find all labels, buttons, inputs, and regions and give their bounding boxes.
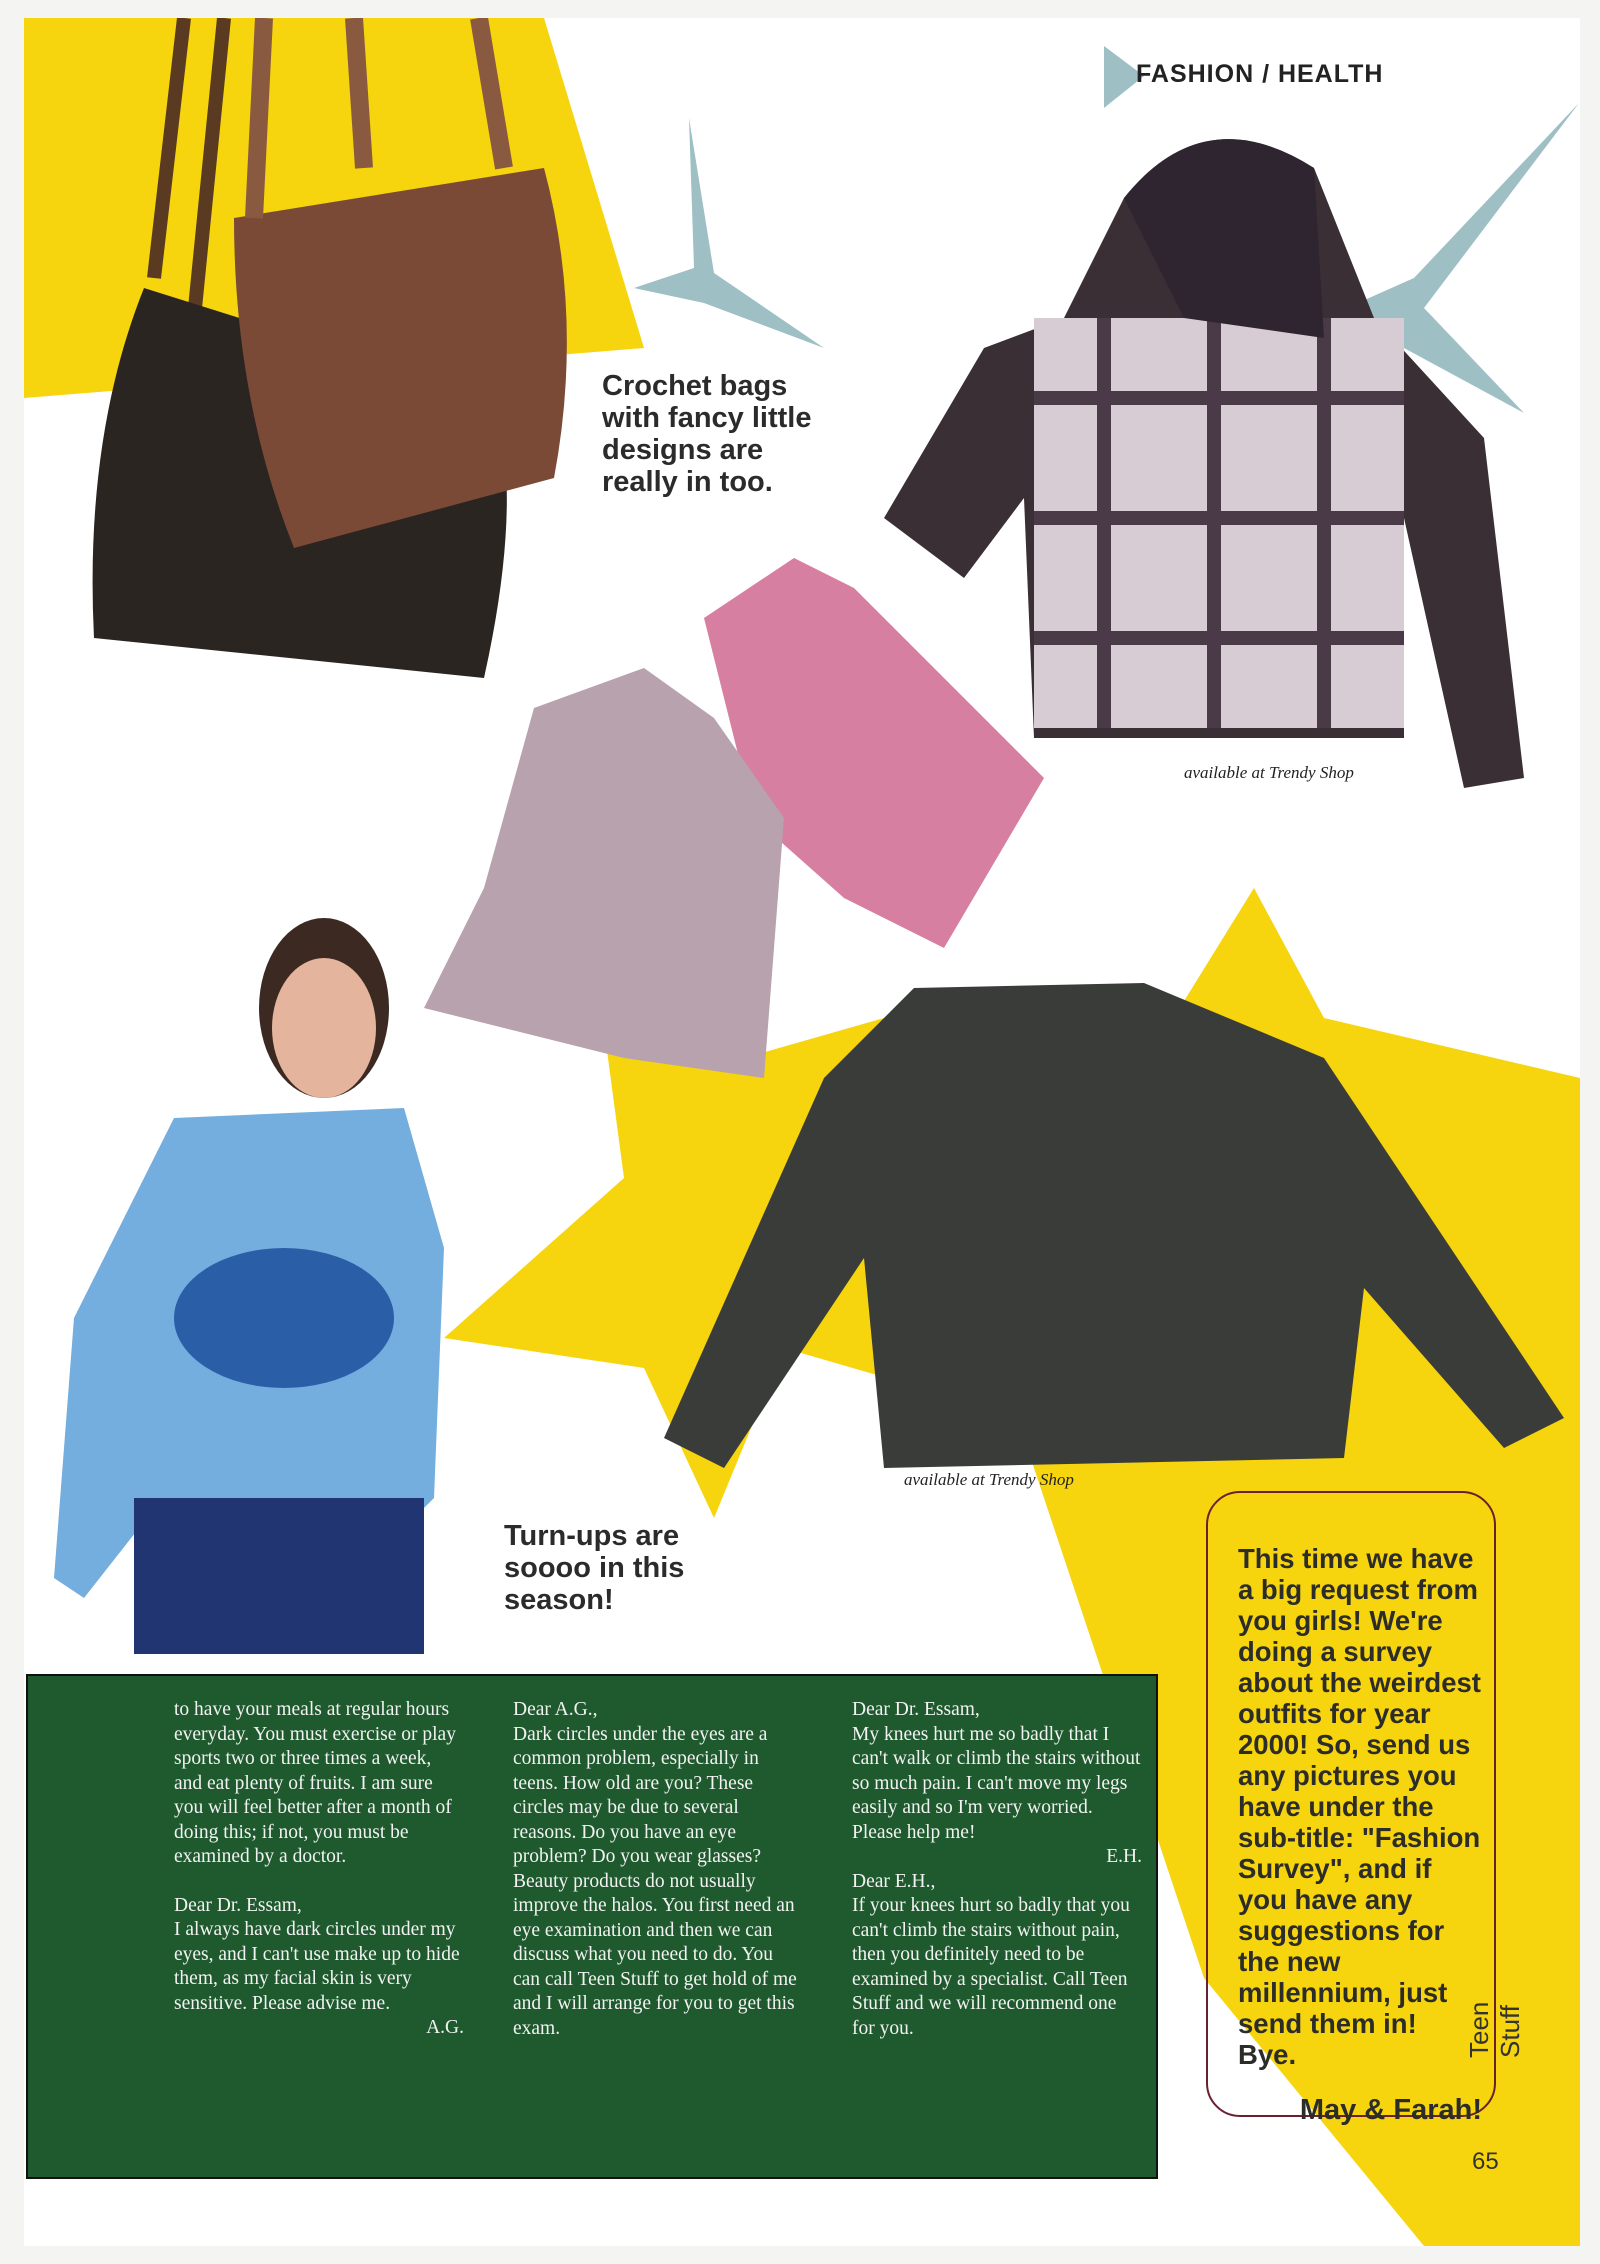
caption-line: soooo in this [504,1552,685,1584]
caption-line: season! [504,1584,614,1616]
turnups-caption [504,1520,684,1616]
caption-line: designs are [602,434,764,466]
caption-line: Turn-ups are [504,1520,680,1552]
letter-paragraph: Dear Dr. Essam, I always have dark circles under my eyes, and I can't use make up to hide them, as my facial skin is very sensitive. Please advise me. [174,1894,460,2014]
advice-paragraph: to have your meals at regular hours everyday. You must exercise or play sports two or three times a week, and eat plenty of fruits. I am sure you will feel better after a month of doing this; if not, you must be examined by a doctor. [174,1699,456,1867]
reply-paragraph: Dear E.H., If your knees hurt so badly that you can't climb the stairs without pain, then you definitely need to be examined by a specialist. Call Teen Stuff and we will recommend one for you. [852,1870,1130,2039]
blue-star-left [634,118,824,348]
survey-text: This time we have a big request from you girls! We're doing a survey about the weirdest outfits for year 2000! So, send us any pictures you have under the sub-title: "Fashion Survey", and if you have any suggestions for the new millennium, just send them in! Bye. [1238,1543,1481,2070]
advice-column-box [26,1674,1158,2179]
hoodie-credit: available at Trendy Shop [1184,763,1354,782]
advice-column-2 [513,1698,803,2065]
section-label: FASHION / HEALTH [1136,60,1384,88]
survey-box [1206,1491,1496,2126]
letter-paragraph: Dear Dr. Essam, My knees hurt me so badly that I can't walk or climb the stairs without so much pain. I can't move my legs easily and so I'm very worried. Please help me! [852,1699,1141,1843]
caption-line: with fancy little [602,402,812,434]
survey-signoff: May & Farah! [1299,2094,1482,2126]
caption-line: Crochet bags [602,370,788,402]
caption-line: really in too. [602,466,773,498]
plaid-hoodie-photo [884,139,1524,788]
model-photo [54,918,444,1654]
magazine-page [24,18,1580,2246]
letter-signature: A.G. [426,2017,464,2038]
reply-paragraph: Dear A.G., Dark circles under the eyes are a common problem, especially in teens. How old are you? These circles may be due to several reasons. Do you have an eye problem? Do you wear glasses? Beauty products do not usually improve the halos. You first need an eye examination and then we can discuss what you need to do. You can call Teen Stuff to get hold of me and I will arrange for you to get this exam. [513,1699,797,2039]
page-number: 65 [1472,2148,1499,2175]
letter-signature: E.H. [1106,1846,1142,1867]
advice-column-1 [174,1698,464,2041]
advice-column-3 [852,1698,1142,2065]
crochet-caption [602,370,811,498]
magazine-name: Teen Stuff [1464,2001,1525,2058]
sweater-credit: available at Trendy Shop [904,1470,1074,1489]
